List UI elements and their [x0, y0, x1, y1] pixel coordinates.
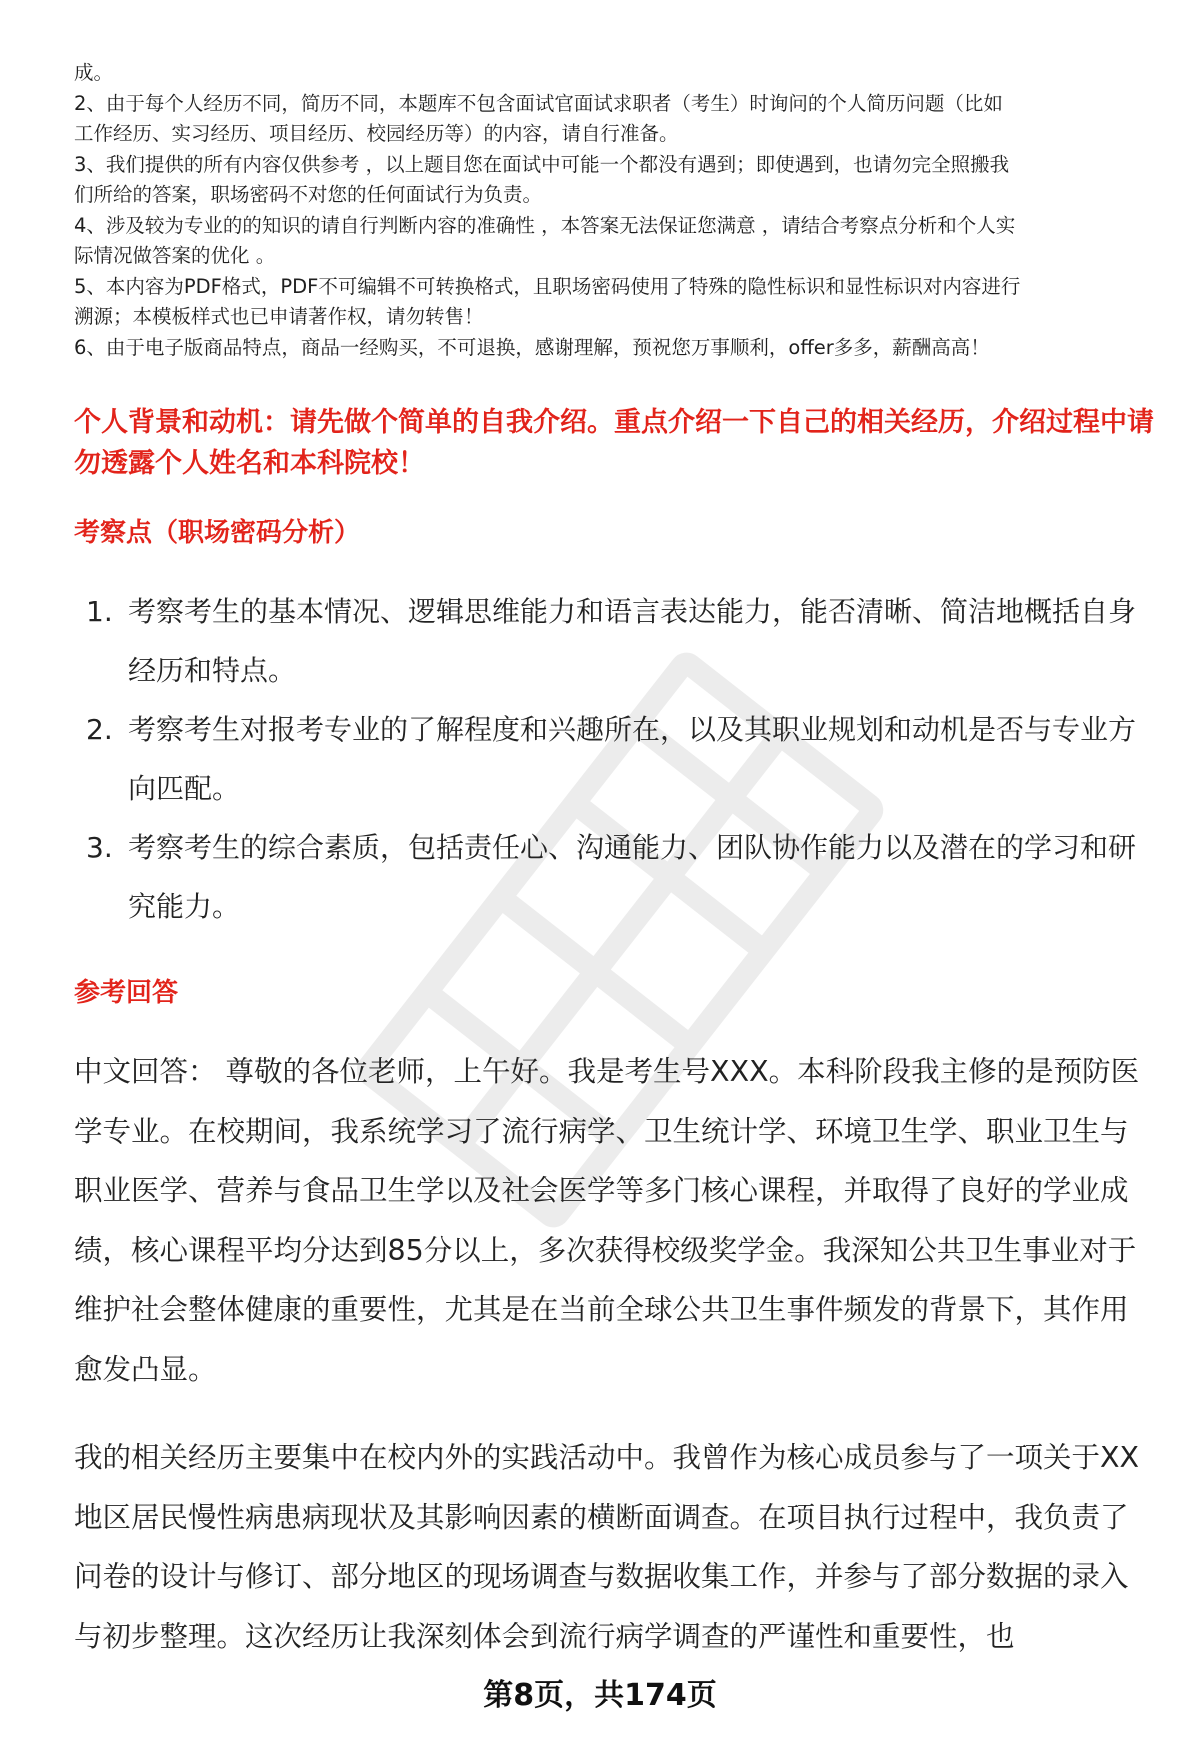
note-line: 2、由于每个人经历不同，简历不同，本题库不包含面试官面试求职者（考生）时询问的个人简历问题（比如 [74, 91, 1003, 115]
answer-paragraph: 中文回答： 尊敬的各位老师，上午好。我是考生号XXX。本科阶段我主修的是预防医学专业。在校期间，我系统学习了流行病学、卫生统计学、环境卫生学、职业卫生与职业医学、营养与食品卫生学以及社会医学等多门核心课程，并取得了良好的学业成绩，核心课程平均分达到85分以上，多次获得校级奖学金。我深知公共卫生事业对于维护社会整体健康的重要性，尤其是在当前全球公共卫生事件频发的背景下，其作用愈发凸显。 [74, 1055, 1140, 1386]
analysis-heading: 考察点（职场密码分析） [74, 518, 361, 548]
disclaimer-notes [74, 58, 1154, 363]
note-line: 3、我们提供的所有内容仅供参考 ，以上题目您在面试中可能一个都没有遇到；即使遇到，也请勿完全照搬我 [74, 152, 1010, 176]
note-line: 溯源；本模板样式也已申请著作权，请勿转售！ [74, 305, 484, 328]
answer-paragraph: 我的相关经历主要集中在校内外的实践活动中。我曾作为核心成员参与了一项关于XX地区居民慢性病患病现状及其影响因素的横断面调查。在项目执行过程中，我负责了问卷的设计与修订、部分地区的现场调查与数据收集工作，并参与了部分数据的录入与初步整理。这次经历让我深刻体会到流行病学调查的严谨性和重要性，也 [74, 1441, 1140, 1653]
note-line: 际情况做答案的优化 。 [74, 244, 276, 267]
list-text: 考察考生对报考专业的了解程度和兴趣所在，以及其职业规划和动机是否与专业方向匹配。 [128, 713, 1137, 805]
interview-question: 个人背景和动机：请先做个简单的自我介绍。重点介绍一下自己的相关经历，介绍过程中请勿透露个人姓名和本科院校！ [74, 407, 1154, 479]
note-line: 5、本内容为PDF格式，PDF不可编辑不可转换格式，且职场密码使用了特殊的隐性标识和显性标识对内容进行 [74, 274, 1021, 298]
list-text: 考察考生的综合素质，包括责任心、沟通能力、团队协作能力以及潜在的学习和研究能力。 [128, 831, 1137, 923]
list-item [74, 818, 1154, 936]
note-line: 成。 [74, 61, 114, 84]
list-item [74, 582, 1154, 700]
answer-heading: 参考回答 [74, 978, 179, 1008]
list-item [74, 700, 1154, 818]
note-line: 6、由于电子版商品特点，商品一经购买，不可退换，感谢理解，预祝您万事顺利，offer多多，薪酬高高！ [74, 335, 990, 359]
note-line: 们所给的答案，职场密码不对您的任何面试行为负责。 [74, 183, 543, 206]
list-number: 3. [86, 831, 113, 864]
list-number: 2. [86, 713, 113, 746]
note-line: 4、涉及较为专业的的知识的请自行判断内容的准确性 ，本答案无法保证您满意 ，请结合考察点分析和个人实 [74, 213, 1016, 237]
analysis-points [74, 582, 1154, 936]
page-number: 第8页，共174页 [483, 1678, 717, 1713]
list-number: 1. [86, 595, 113, 628]
note-line: 工作经历、实习经历、项目经历、校园经历等）的内容，请自行准备。 [74, 122, 679, 145]
list-text: 考察考生的基本情况、逻辑思维能力和语言表达能力，能否清晰、简洁地概括自身经历和特点。 [128, 595, 1137, 687]
